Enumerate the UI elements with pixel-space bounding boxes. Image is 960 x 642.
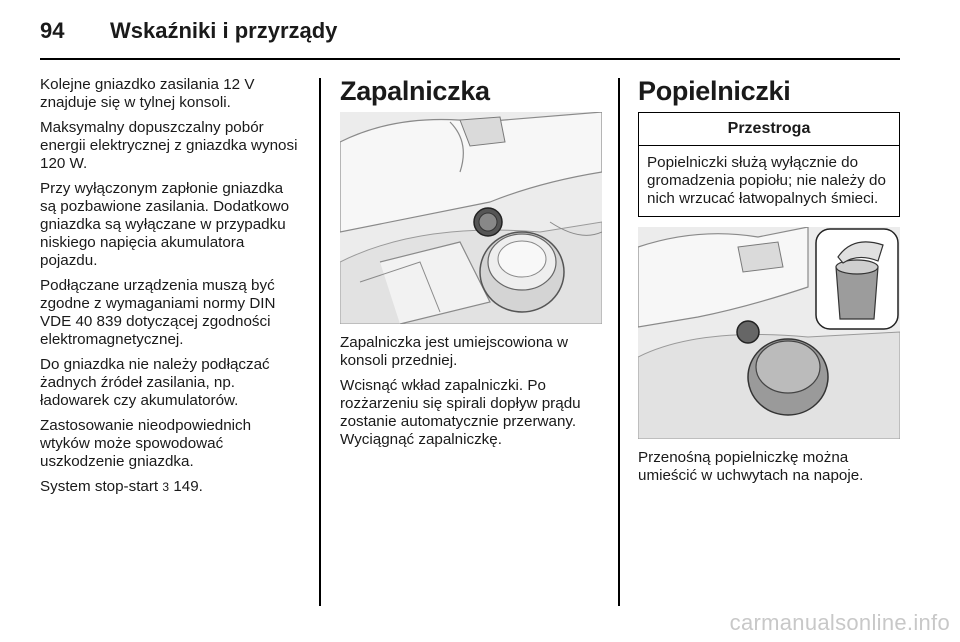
paragraph: Maksymalny dopuszczalny pobór energii elektrycznej z gniazdka wynosi 120 W. bbox=[40, 119, 298, 172]
caution-box bbox=[638, 112, 900, 217]
reference-text: System stop-start bbox=[40, 478, 159, 495]
paragraph: Zastosowanie nieodpowiednich wtyków może spowodować uszkodzenie gniazdka. bbox=[40, 417, 252, 470]
page-header bbox=[40, 18, 337, 48]
column-ashtrays bbox=[638, 76, 900, 492]
caution-text: Popielniczki służą wyłącznie do gromadzenia popiołu; nie należy do nich wrzucać łatwopalnych śmieci. bbox=[647, 154, 886, 207]
paragraph: Kolejne gniazdko zasilania 12 V znajduje się w tylnej konsoli. bbox=[40, 76, 255, 111]
section-title-ashtrays: Popielniczki bbox=[638, 76, 791, 106]
paragraph: Do gniazdka nie należy podłączać żadnych źródeł zasilania, np. ładowarek czy akumulatorów. bbox=[40, 356, 270, 409]
paragraph: Wcisnąć wkład zapalniczki. Po rozżarzeniu się spirali dopływ prądu zostanie automatycznie przerwany. Wyciągnąć zapalniczkę. bbox=[340, 377, 581, 448]
paragraph: Przenośną popielniczkę można umieścić w uchwytach na napoje. bbox=[638, 449, 864, 484]
page-number: 94 bbox=[40, 18, 65, 43]
chapter-title: Wskaźniki i przyrządy bbox=[110, 18, 338, 43]
lighter-illustration bbox=[340, 112, 602, 324]
cross-reference[interactable] bbox=[40, 478, 298, 496]
reference-page: 149. bbox=[173, 478, 203, 495]
paragraph: Podłączane urządzenia muszą być zgodne z wymaganiami normy DIN VDE 40 839 dotyczącej zgodności elektromagnetycznej. bbox=[40, 277, 276, 348]
column-sockets bbox=[40, 76, 298, 503]
section-title-lighter: Zapalniczka bbox=[340, 76, 490, 106]
column-cigarette-lighter bbox=[340, 76, 602, 456]
caution-heading: Przestroga bbox=[639, 113, 899, 146]
paragraph: Zapalniczka jest umiejscowiona w konsoli przedniej. bbox=[340, 334, 568, 369]
paragraph: Przy wyłączonym zapłonie gniazdka są pozbawione zasilania. Dodatkowo gniazdka są wyłączane w przypadku niskiego napięcia akumulatora pojazdu. bbox=[40, 180, 290, 269]
watermark: carmanualsonline.info bbox=[729, 610, 950, 635]
reference-arrow-icon: 3 bbox=[162, 480, 170, 494]
column-divider bbox=[618, 78, 620, 606]
ashtray-illustration bbox=[638, 227, 900, 439]
column-divider bbox=[319, 78, 321, 606]
header-divider bbox=[40, 58, 900, 60]
